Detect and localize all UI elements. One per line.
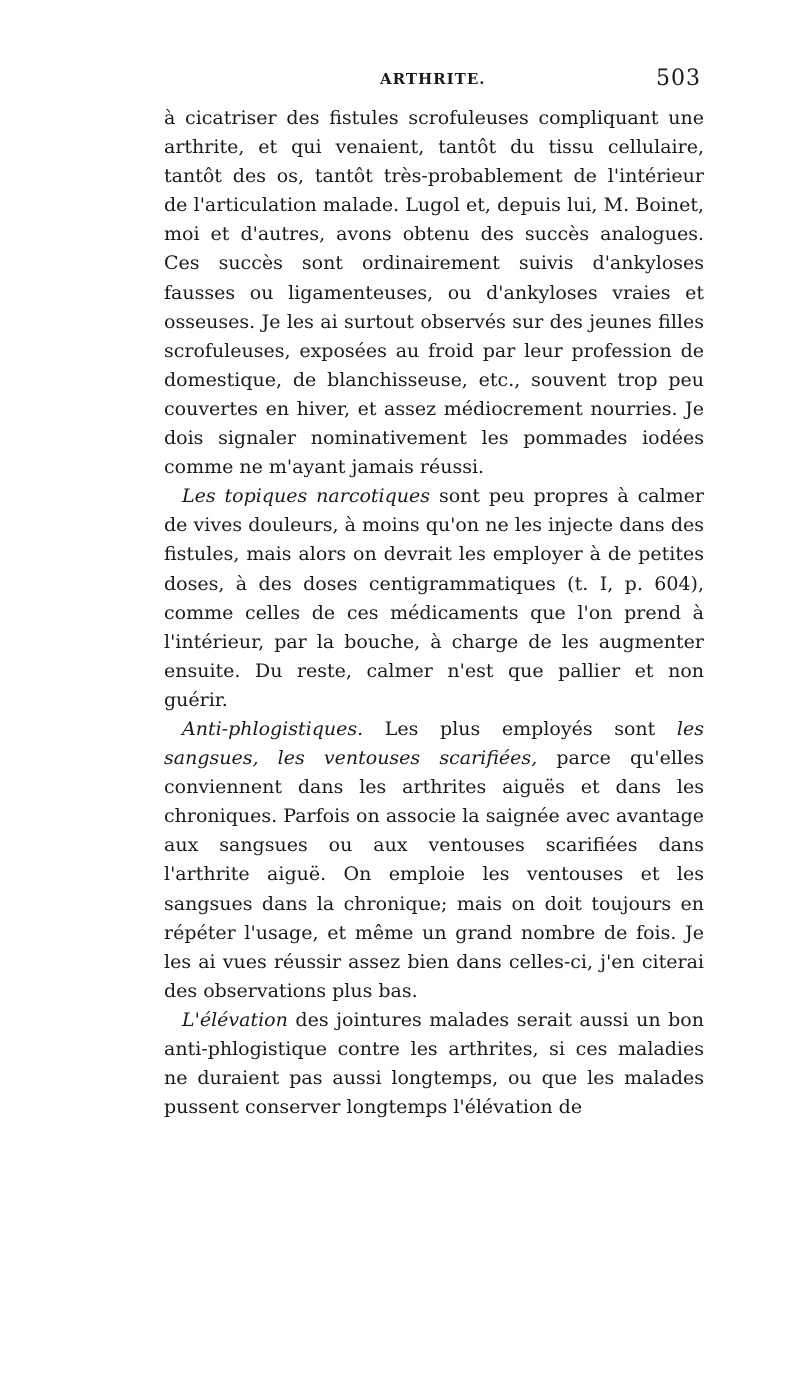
- paragraph-continuation: [164, 104, 704, 482]
- text-segment: Anti-phlogistiques.: [182, 717, 364, 740]
- body-text: [164, 104, 704, 1122]
- text-segment: Les topiques narcotiques: [182, 485, 431, 508]
- text-segment: parce qu'elles conviennent dans les arthrites aiguës et dans les chroniques. Parfois on associe la saignée avec avantage aux sangsues ou aux ventouses scarifiées dans l'arthrite aiguë. On emploie les ventouses et les sangsues dans la chronique; mais on doit toujours en répéter l'usage, et même un grand nombre de fois. Je les ai vues réussir assez bien dans celles-ci, j'en citerai des observations plus bas.: [164, 747, 704, 1002]
- text-segment: Les plus employés sont: [363, 717, 677, 740]
- text-segment: les sangsues, les ventouses scarifiées,: [164, 717, 704, 770]
- page-number: 503: [656, 66, 701, 91]
- paragraph-topiques-narcotiques: [164, 482, 704, 715]
- paragraph-elevation: [164, 1006, 704, 1122]
- running-title: ARTHRITE.: [380, 70, 486, 88]
- text-segment: L'élévation: [182, 1008, 288, 1031]
- text-segment: à cicatriser des fistules scrofuleuses compliquant une arthrite, et qui venaient, tantôt du tissu cellulaire, tantôt des os, tantôt très-probablement de l'intérieur de l'articulation malade. Lugol et, depuis lui, M. Boinet, moi et d'autres, avons obtenu des succès analogues. Ces succès sont ordinairement suivis d'ankyloses fausses ou ligamenteuses, ou d'ankyloses vraies et osseuses. Je les ai surtout observés sur des jeunes filles scrofuleuses, exposées au froid par leur profession de domestique, de blanchisseuse, etc., souvent trop peu couvertes en hiver, et assez médiocrement nourries. Je dois signaler nominativement les pommades iodées comme ne m'ayant jamais réussi.: [164, 107, 704, 479]
- text-segment: des jointures malades serait aussi un bon anti-phlogistique contre les arthrites, si ces maladies ne duraient pas aussi longtemps, ou que les malades pussent conserver longtemps l'élévation de: [164, 1008, 704, 1119]
- page-header: [0, 66, 800, 96]
- text-segment: sont peu propres à calmer de vives douleurs, à moins qu'on ne les injecte dans des fistules, mais alors on devrait les employer à de petites doses, à des doses centigrammatiques (t. I, p. 604), comme celles de ces médicaments que l'on prend à l'intérieur, par la bouche, à charge de les augmenter ensuite. Du reste, calmer n'est que pallier et non guérir.: [164, 485, 705, 711]
- paragraph-anti-phlogistiques: [164, 715, 704, 1006]
